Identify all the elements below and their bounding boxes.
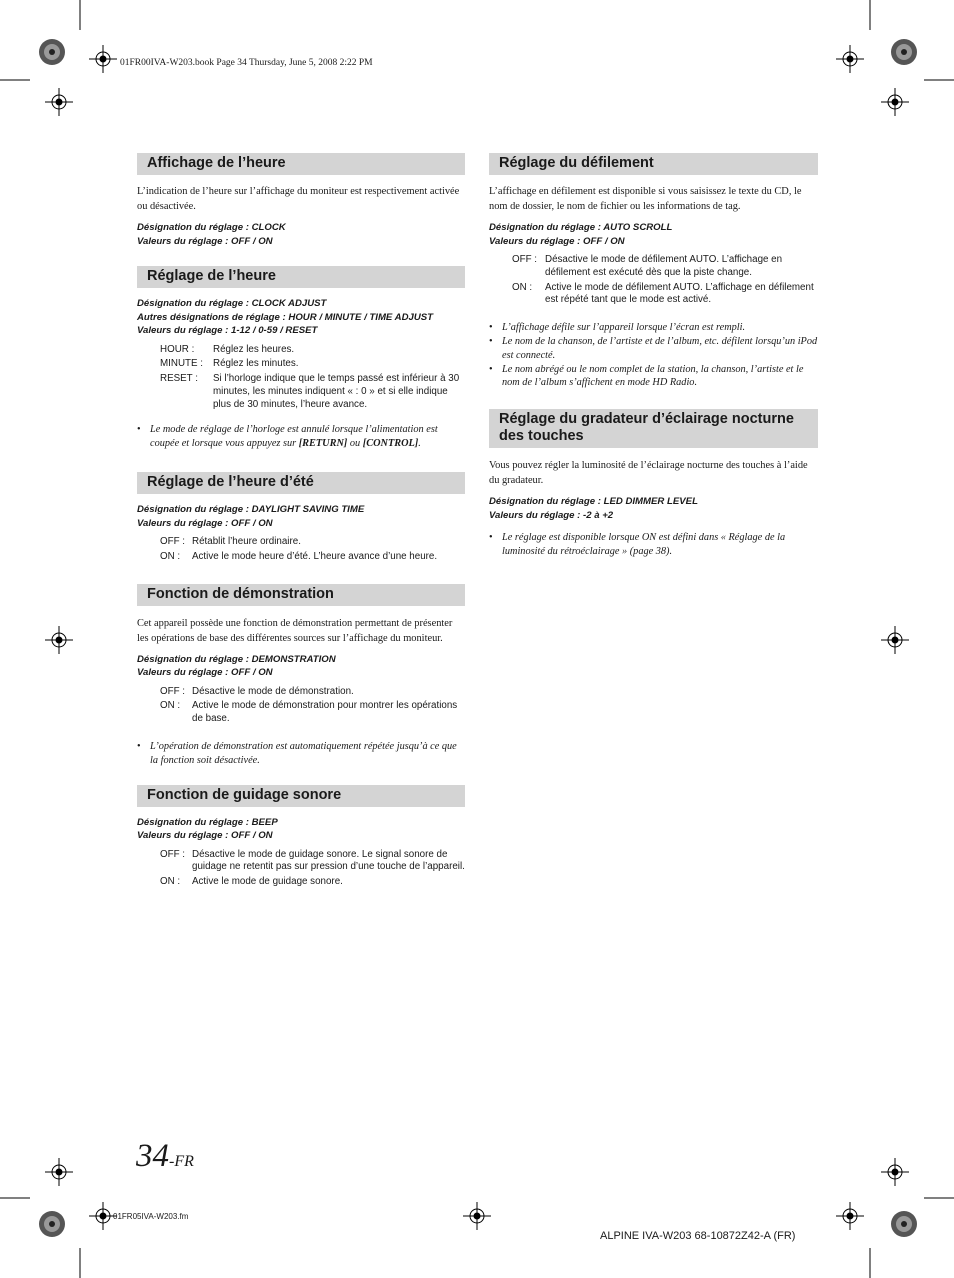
note-text: .: [418, 438, 421, 450]
spec-line: Valeurs du réglage : OFF / ON: [489, 235, 625, 247]
section-title: Affichage de l’heure: [137, 153, 465, 175]
section-gradateur: [489, 409, 818, 559]
option-key: OFF :: [160, 685, 186, 697]
section-paragraph: Vous pouvez régler la luminosité de l’éclairage nocturne des touches à l’aide du gradateur.: [489, 460, 808, 487]
option-item: [160, 849, 465, 875]
footer-file-name: 01FR05IVA-W203.fm: [113, 1212, 189, 1221]
option-desc: Active le mode de guidage sonore.: [192, 876, 343, 888]
crosshair-icon: [45, 1158, 73, 1186]
section-title: Réglage de l’heure d’été: [137, 472, 465, 494]
spec-block: [137, 816, 465, 843]
star-target-icon: [891, 1211, 917, 1237]
option-item: [160, 358, 465, 371]
spec-line: Désignation du réglage : DEMONSTRATION: [137, 653, 336, 665]
section-title: Réglage de l’heure: [137, 266, 465, 288]
option-desc: Désactive le mode de démonstration.: [192, 685, 354, 697]
section-demonstration: [137, 584, 465, 768]
crosshair-icon: [463, 1202, 491, 1230]
crosshair-icon: [45, 626, 73, 654]
option-list: [512, 254, 818, 307]
option-key: HOUR :: [160, 343, 195, 355]
option-desc: Active le mode de démonstration pour montrer les opérations de base.: [192, 700, 458, 725]
star-target-icon: [891, 39, 917, 65]
section-affichage-heure: [137, 153, 465, 248]
option-desc: Active le mode de défilement AUTO. L’affichage en défilement est répété tant que le mode est activé.: [545, 281, 814, 306]
option-desc: Désactive le mode de guidage sonore. Le signal sonore de guidage ne retentit pas sur pression d’une touche de l’appareil.: [192, 848, 465, 873]
section-title: Réglage du gradateur d’éclairage nocturne des touches: [489, 409, 818, 448]
spec-line: Désignation du réglage : DAYLIGHT SAVING TIME: [137, 504, 365, 516]
spec-line: Désignation du réglage : CLOCK ADJUST: [137, 298, 327, 309]
spec-line: Désignation du réglage : CLOCK: [137, 222, 286, 233]
page-number: [136, 1138, 194, 1175]
option-list: [160, 849, 465, 889]
option-desc: Active le mode heure d’été. L’heure avance d’une heure.: [192, 550, 438, 562]
note-text: Le mode de réglage de l’horloge est annulé lorsque l’alimentation est coupée et lorsque vous appuyez sur: [150, 424, 438, 450]
spec-line: Valeurs du réglage : -2 à +2: [489, 509, 614, 521]
section-reglage-heure: [137, 266, 465, 451]
note-item: [137, 423, 465, 451]
option-key: ON :: [160, 876, 181, 888]
crosshair-icon: [45, 88, 73, 116]
spec-line: Valeurs du réglage : 1-12 / 0-59 / RESET: [137, 325, 318, 336]
option-desc: Désactive le mode de défilement AUTO. L’affichage en défilement est exécuté dès que la piste change.: [545, 254, 783, 278]
section-guidage-sonore: [137, 785, 465, 889]
option-desc: Si l’horloge indique que le temps passé est inférieur à 30 minutes, les minutes indiquent « : 0 » et si elle indique plus de 30 minutes, l’heure avance.: [213, 373, 460, 410]
option-desc: Rétablit l’heure ordinaire.: [192, 536, 301, 548]
option-list: [160, 344, 465, 412]
left-column: [137, 153, 465, 891]
spec-block: [137, 297, 465, 338]
crosshair-icon: [881, 88, 909, 116]
spec-block: [489, 221, 818, 248]
section-title: Fonction de guidage sonore: [137, 785, 465, 807]
spec-block: [489, 495, 818, 522]
spec-block: [137, 503, 465, 530]
footer-model-line: ALPINE IVA-W203 68-10872Z42-A (FR): [600, 1230, 796, 1242]
spec-line: Valeurs du réglage : OFF / ON: [137, 830, 273, 842]
section-paragraph: L’affichage en défilement est disponible si vous saisissez le texte du CD, le nom de dossier, le nom de fichier ou les informations de tag.: [489, 186, 802, 212]
section-paragraph: L’indication de l’heure sur l’affichage du moniteur est respectivement activée ou désactivée.: [137, 186, 460, 212]
spec-block: [137, 653, 465, 680]
note-list: [137, 740, 465, 768]
right-column: [489, 153, 818, 559]
note-item: • L’affichage défile sur l’appareil lorsque l’écran est rempli.: [489, 321, 818, 335]
star-target-icon: [39, 39, 65, 65]
option-item: [160, 344, 465, 357]
option-item: [160, 551, 465, 564]
star-target-icon: [39, 1211, 65, 1237]
page-number-suffix: -FR: [169, 1153, 194, 1170]
book-header: 01FR00IVA-W203.book Page 34 Thursday, June 5, 2008 2:22 PM: [120, 58, 373, 68]
option-desc: Réglez les heures.: [213, 343, 295, 355]
return-key-label: [RETURN]: [298, 438, 348, 450]
option-key: OFF :: [160, 848, 186, 860]
crosshair-icon: [836, 45, 864, 73]
spec-line: Valeurs du réglage : OFF / ON: [137, 235, 273, 247]
section-defilement: [489, 153, 818, 390]
option-key: RESET :: [160, 373, 198, 385]
option-key: MINUTE :: [160, 358, 203, 370]
option-item: [160, 686, 465, 699]
crosshair-icon: [89, 45, 117, 73]
option-item: [160, 876, 465, 889]
option-item: [160, 373, 465, 411]
note-list: [489, 321, 818, 390]
note-item: • Le réglage est disponible lorsque ON est défini dans « Réglage de la luminosité du rétroéclairage » (page 38).: [489, 531, 818, 559]
page-number-value: 34: [136, 1138, 169, 1174]
note-text: ou: [347, 438, 363, 450]
note-list: [489, 531, 818, 559]
option-item: [160, 700, 465, 726]
option-list: [160, 536, 465, 564]
option-key: ON :: [160, 550, 181, 562]
option-item: [512, 254, 818, 280]
option-list: [160, 686, 465, 726]
spec-line: Désignation du réglage : LED DIMMER LEVEL: [489, 496, 698, 508]
spec-line: Valeurs du réglage : OFF / ON: [137, 517, 273, 529]
crosshair-icon: [881, 1158, 909, 1186]
note-list: [137, 423, 465, 451]
section-title: Fonction de démonstration: [137, 584, 465, 606]
crosshair-icon: [836, 1202, 864, 1230]
section-heure-ete: [137, 472, 465, 564]
option-item: [160, 536, 465, 549]
note-item: • Le nom de la chanson, de l’artiste et de l’album, etc. défilent lorsqu’un iPod est connecté.: [489, 335, 818, 363]
note-item: • L’opération de démonstration est automatiquement répétée jusqu’à ce que la fonction soit désactivée.: [137, 740, 465, 768]
option-key: OFF :: [160, 536, 186, 548]
option-key: ON :: [512, 281, 533, 293]
crosshair-icon: [881, 626, 909, 654]
section-title: Réglage du défilement: [489, 153, 818, 175]
spec-line: Désignation du réglage : AUTO SCROLL: [489, 222, 673, 233]
spec-line: Désignation du réglage : BEEP: [137, 816, 278, 828]
section-paragraph: Cet appareil possède une fonction de démonstration permettant de présenter les opérations de base des différentes sources sur l’affichage du moniteur.: [137, 617, 453, 644]
option-key: OFF :: [512, 254, 538, 265]
spec-line: Autres désignations de réglage : HOUR / MINUTE / TIME ADJUST: [137, 311, 434, 323]
spec-block: [137, 221, 465, 248]
option-key: ON :: [160, 700, 181, 712]
option-item: [512, 282, 818, 308]
note-item: • Le nom abrégé ou le nom complet de la station, la chanson, l’artiste et le nom de l’album s’affichent en mode HD Radio.: [489, 363, 818, 391]
spec-line: Valeurs du réglage : OFF / ON: [137, 667, 273, 679]
control-key-label: [CONTROL]: [362, 438, 419, 450]
option-desc: Réglez les minutes.: [213, 358, 299, 370]
